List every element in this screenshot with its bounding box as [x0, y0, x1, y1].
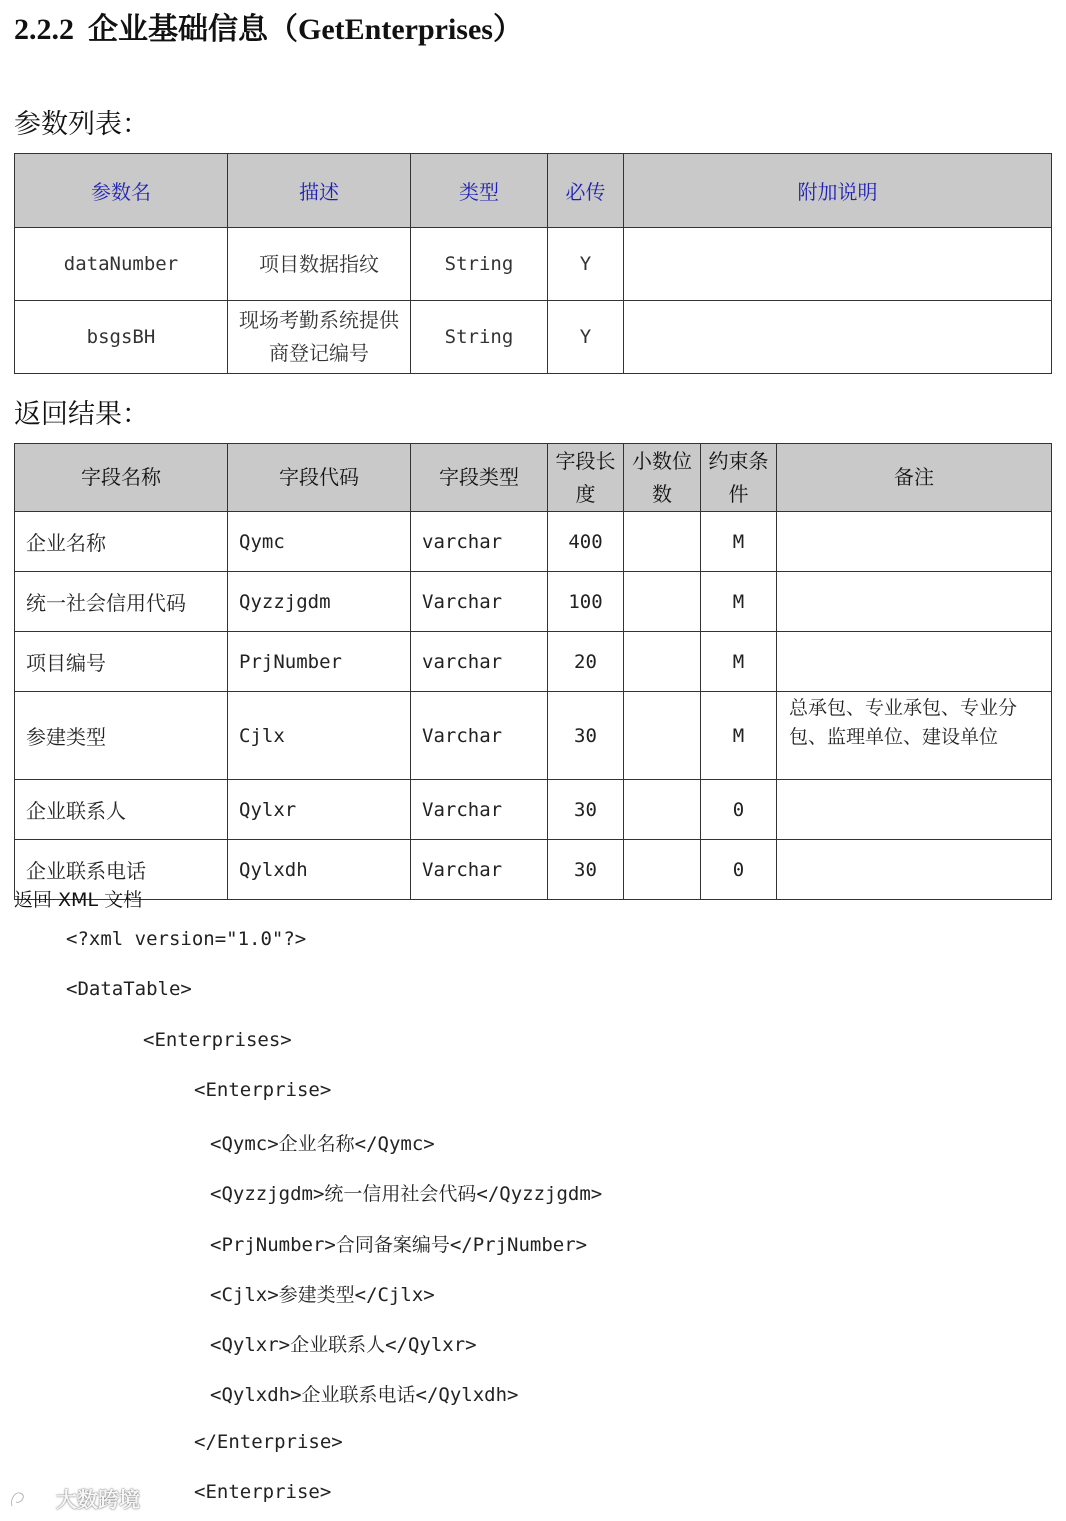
field-length: 30 [548, 780, 624, 840]
xml-line: <DataTable> [66, 978, 192, 1000]
field-type: Varchar [411, 840, 548, 900]
xml-line: <PrjNumber>合同备案编号</PrjNumber> [210, 1234, 588, 1256]
table-row [15, 632, 1052, 692]
xml-line: <Cjlx>参建类型</Cjlx> [210, 1284, 435, 1306]
xml-line: <Enterprise> [194, 1079, 332, 1101]
param-name: dataNumber [15, 228, 228, 301]
params-header-cell: 必传 [548, 154, 624, 228]
field-type: varchar [411, 512, 548, 572]
xml-line: <Qylxr>企业联系人</Qylxr> [210, 1334, 477, 1356]
params-header-cell: 附加说明 [624, 154, 1052, 228]
params-header-row [15, 154, 1052, 228]
table-row [15, 512, 1052, 572]
field-code: Qyzzjgdm [228, 572, 411, 632]
fields-header-row [15, 444, 1052, 512]
field-type: Varchar [411, 572, 548, 632]
field-type: Varchar [411, 780, 548, 840]
param-name: bsgsBH [15, 301, 228, 374]
field-code: Qymc [228, 512, 411, 572]
section-title: 企业基础信息（GetEnterprises） [88, 13, 523, 46]
field-name: 企业联系电话 [15, 840, 228, 900]
field-type: Varchar [411, 692, 548, 780]
fields-header-cell: 约束条件 [701, 444, 777, 512]
xml-line: <Qyzzjgdm>统一信用社会代码</Qyzzjgdm> [210, 1183, 603, 1205]
field-length: 400 [548, 512, 624, 572]
field-decimals [624, 692, 701, 780]
field-decimals [624, 512, 701, 572]
fields-table [14, 443, 1052, 900]
field-remark: 总承包、专业承包、专业分包、监理单位、建设单位 [777, 692, 1052, 780]
field-remark [777, 512, 1052, 572]
field-code: Qylxdh [228, 840, 411, 900]
xml-line: <?xml version="1.0"?> [66, 928, 307, 950]
param-desc: 项目数据指纹 [228, 228, 411, 301]
field-length: 30 [548, 692, 624, 780]
field-name: 项目编号 [15, 632, 228, 692]
field-type: varchar [411, 632, 548, 692]
field-code: PrjNumber [228, 632, 411, 692]
params-heading: 参数列表： [14, 109, 149, 140]
field-name: 企业名称 [15, 512, 228, 572]
watermark-text: 大数跨境 [56, 1488, 140, 1512]
params-header-cell: 参数名 [15, 154, 228, 228]
param-desc: 现场考勤系统提供商登记编号 [228, 301, 411, 374]
field-code: Cjlx [228, 692, 411, 780]
table-row [15, 572, 1052, 632]
field-name: 参建类型 [15, 692, 228, 780]
table-row [15, 301, 1052, 374]
xml-doc-caption: 返回 XML 文档 [14, 889, 143, 911]
param-note [624, 301, 1052, 374]
field-remark [777, 632, 1052, 692]
table-row [15, 840, 1052, 900]
field-name: 企业联系人 [15, 780, 228, 840]
field-name: 统一社会信用代码 [15, 572, 228, 632]
field-remark [777, 572, 1052, 632]
field-constraint: M [701, 572, 777, 632]
fields-header-cell: 字段代码 [228, 444, 411, 512]
param-note [624, 228, 1052, 301]
xml-line: <Enterprises> [143, 1029, 292, 1051]
param-required: Y [548, 301, 624, 374]
table-row [15, 692, 1052, 780]
param-type: String [411, 228, 548, 301]
field-decimals [624, 840, 701, 900]
field-constraint: 0 [701, 780, 777, 840]
table-row [15, 780, 1052, 840]
field-remark [777, 840, 1052, 900]
fields-header-cell: 字段名称 [15, 444, 228, 512]
param-required: Y [548, 228, 624, 301]
field-constraint: M [701, 512, 777, 572]
param-type: String [411, 301, 548, 374]
field-constraint: M [701, 692, 777, 780]
xml-line: </Enterprise> [194, 1431, 343, 1453]
section-number: 2.2.2 [14, 13, 74, 46]
table-row [15, 228, 1052, 301]
xml-line: <Qymc>企业名称</Qymc> [210, 1133, 435, 1155]
field-code: Qylxr [228, 780, 411, 840]
field-decimals [624, 632, 701, 692]
fields-header-cell: 备注 [777, 444, 1052, 512]
field-decimals [624, 572, 701, 632]
field-length: 30 [548, 840, 624, 900]
xml-line: <Qylxdh>企业联系电话</Qylxdh> [210, 1384, 519, 1406]
fields-header-cell: 字段长度 [548, 444, 624, 512]
field-remark [777, 780, 1052, 840]
result-heading: 返回结果： [14, 399, 149, 430]
field-decimals [624, 780, 701, 840]
watermark [8, 1484, 140, 1514]
field-length: 100 [548, 572, 624, 632]
fields-header-cell: 小数位数 [624, 444, 701, 512]
fields-header-cell: 字段类型 [411, 444, 548, 512]
watermark-logo-icon [8, 1484, 52, 1514]
field-constraint: 0 [701, 840, 777, 900]
xml-line: <Enterprise> [194, 1481, 332, 1503]
params-table [14, 153, 1052, 374]
field-constraint: M [701, 632, 777, 692]
section-heading [14, 4, 523, 48]
params-header-cell: 类型 [411, 154, 548, 228]
params-header-cell: 描述 [228, 154, 411, 228]
field-length: 20 [548, 632, 624, 692]
